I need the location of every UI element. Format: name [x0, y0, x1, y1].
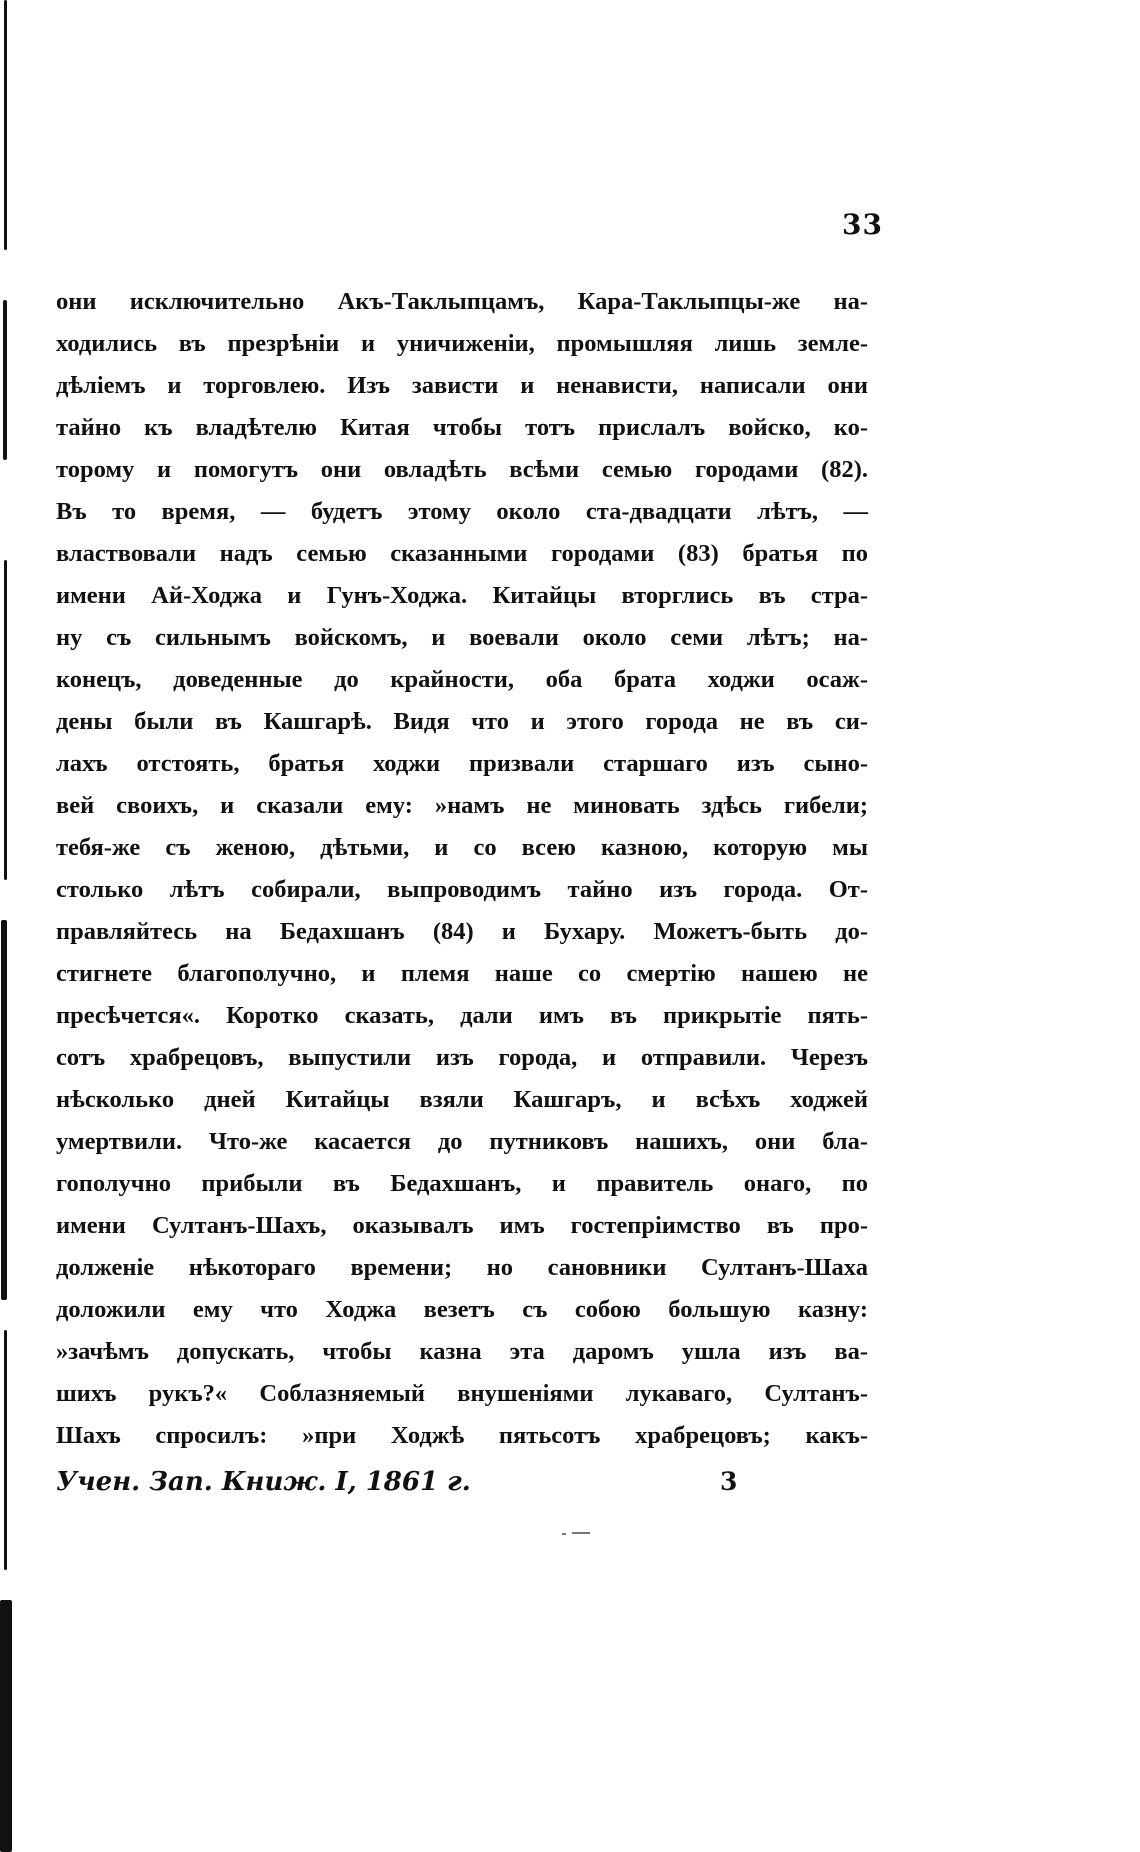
text-line: имени Султанъ-Шахъ, оказывалъ имъ гостепріимство въ про-: [56, 1212, 868, 1239]
scan-binding-edge: [3, 300, 7, 460]
text-line: ну съ сильнымъ войскомъ, и воевали около семи лѣтъ; на-: [56, 624, 868, 651]
text-line: »зачѣмъ допускать, чтобы казна эта даромъ ушла изъ ва-: [56, 1338, 868, 1365]
text-line: конецъ, доведенные до крайности, оба брата ходжи осаж-: [56, 666, 868, 693]
text-line: столько лѣтъ собирали, выпроводимъ тайно изъ города. От-: [56, 876, 868, 903]
scan-binding-edge: [4, 1330, 7, 1570]
text-line: торому и помогутъ они овладѣть всѣми семью городами (82).: [56, 456, 868, 483]
text-line: ходились въ презрѣніи и уничиженіи, промышляя лишь земле-: [56, 330, 868, 357]
scan-binding-edge: [4, 0, 7, 250]
body-text: [56, 281, 868, 1457]
text-line: лахъ отстоять, братья ходжи призвали старшаго изъ сыно-: [56, 750, 868, 777]
text-line: Шахъ спросилъ: »при Ходжѣ пятьсотъ храбрецовъ; какъ-: [56, 1422, 868, 1449]
text-line: сотъ храбрецовъ, выпустили изъ города, и отправили. Черезъ: [56, 1044, 868, 1071]
text-line: они исключительно Акъ-Таклыпцамъ, Кара-Таклыпцы-же на-: [56, 288, 868, 315]
scan-binding-edge: [0, 1600, 12, 1852]
page-number: 33: [842, 208, 883, 241]
text-line: Въ то время, — будетъ этому около ста-двадцати лѣтъ, —: [56, 498, 868, 525]
text-line: шихъ рукъ?« Соблазняемый внушеніями лукаваго, Султанъ-: [56, 1380, 868, 1407]
page-footer: [56, 1462, 756, 1502]
text-line: дены были въ Кашгарѣ. Видя что и этого города не въ си-: [56, 708, 868, 735]
signature-line: Учен. Зап. Книж. I, 1861 г.: [56, 1467, 471, 1497]
text-line: доложили ему что Ходжа везетъ съ собою большую казну:: [56, 1296, 868, 1323]
scan-speck: [562, 1530, 602, 1536]
text-line: гополучно прибыли въ Бедахшанъ, и правитель онаго, по: [56, 1170, 868, 1197]
sheet-mark: 3: [720, 1467, 738, 1496]
text-line: вей своихъ, и сказали ему: »намъ не миновать здѣсь гибели;: [56, 792, 868, 819]
text-line: тайно къ владѣтелю Китая чтобы тотъ прислалъ войско, ко-: [56, 414, 868, 441]
text-line: имени Ай-Ходжа и Гунъ-Ходжа. Китайцы вторглись въ стра-: [56, 582, 868, 609]
text-line: долженіе нѣкотораго времени; но сановники Султанъ-Шаха: [56, 1254, 868, 1281]
text-line: тебя-же съ женою, дѣтьми, и со всею казною, которую мы: [56, 834, 868, 861]
text-line: властвовали надъ семью сказанными городами (83) братья по: [56, 540, 868, 567]
text-line: умертвили. Что-же касается до путниковъ нашихъ, они бла-: [56, 1128, 868, 1155]
text-line: пресѣчется«. Коротко сказать, дали имъ въ прикрытіе пять-: [56, 1002, 868, 1029]
text-line: правляйтесь на Бедахшанъ (84) и Бухару. Можетъ-быть до-: [56, 918, 868, 945]
text-line: стигнете благополучно, и племя наше со смертію нашею не: [56, 960, 868, 987]
scan-binding-edge: [4, 560, 7, 880]
text-line: дѣліемъ и торговлею. Изъ зависти и ненависти, написали они: [56, 372, 868, 399]
text-line: нѣсколько дней Китайцы взяли Кашгаръ, и всѣхъ ходжей: [56, 1086, 868, 1113]
scan-binding-edge: [1, 920, 7, 1300]
